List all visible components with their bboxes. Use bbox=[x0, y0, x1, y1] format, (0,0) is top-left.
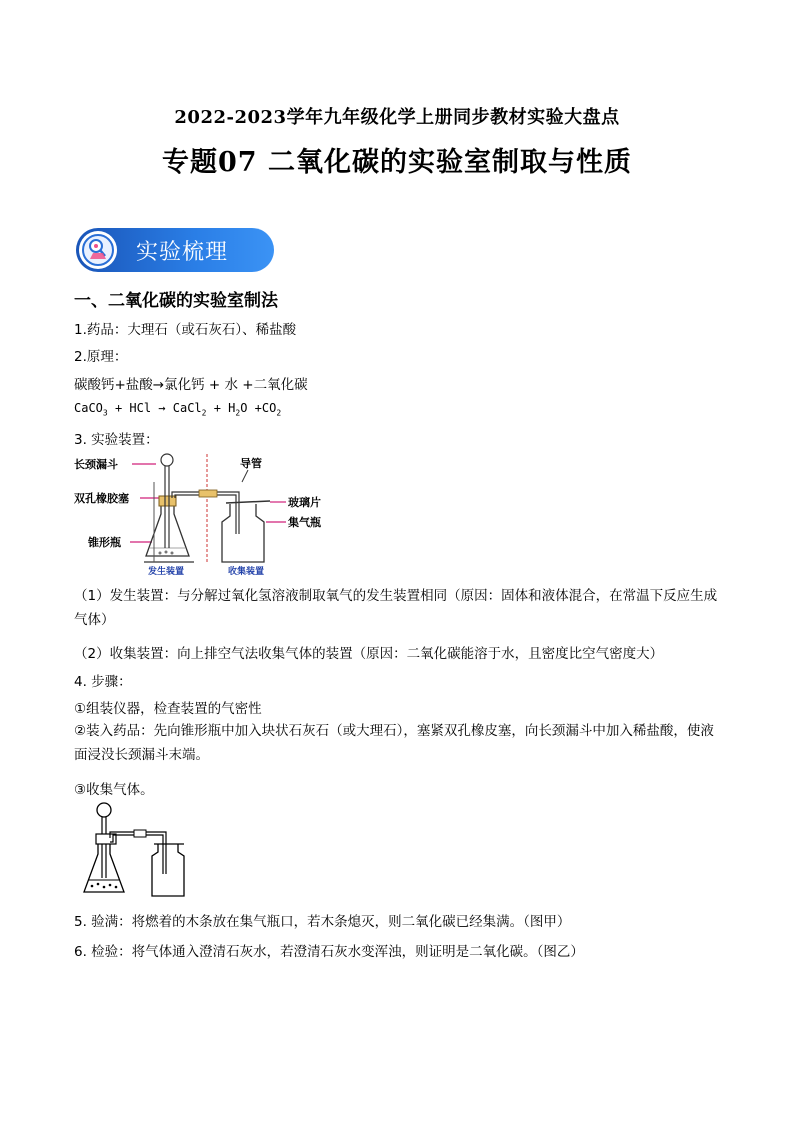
step-3: ③收集气体。 bbox=[74, 782, 154, 798]
principle-label: 2.原理： bbox=[74, 349, 128, 365]
label-tube: 导管 bbox=[240, 457, 262, 470]
step-1: ①组装仪器，检查装置的气密性 bbox=[74, 701, 262, 717]
test-text: 6. 检验：将气体通入澄清石灰水，若澄清石灰水变浑浊，则证明是二氧化碳。（图乙） bbox=[74, 944, 584, 960]
steps-label: 4. 步骤： bbox=[74, 674, 132, 690]
label-gen: 发生装置 bbox=[148, 567, 185, 577]
chemical-equation: CaCO$_3$ + HCl → CaCl$_2$ + $H_2O +CO_2$ bbox=[74, 401, 282, 418]
label-stopper: 双孔橡胶塞 bbox=[74, 492, 129, 505]
collection-diagram bbox=[80, 800, 200, 900]
drugs-line: 1.药品：大理石（或石灰石）、稀盐酸 bbox=[74, 322, 297, 338]
flask-magnifier-icon bbox=[79, 231, 117, 269]
apparatus-label: 3. 实验装置： bbox=[74, 432, 159, 448]
label-col: 收集装置 bbox=[228, 567, 265, 577]
label-funnel: 长颈漏斗 bbox=[74, 458, 118, 471]
check-full-text: 5. 验满：将燃着的木条放在集气瓶口，若木条熄灭，则二氧化碳已经集满。（图甲） bbox=[74, 914, 571, 930]
word-equation: 碳酸钙+盐酸→氯化钙 + 水 +二氧化碳 bbox=[74, 377, 308, 393]
document-subtitle: 2022-2023学年九年级化学上册同步教材实验大盘点 bbox=[174, 107, 620, 128]
collect-device-text: （2）收集装置：向上排空气法收集气体的装置（原因：二氧化碳能溶于水，且密度比空气密度大） bbox=[74, 646, 664, 662]
label-flask: 锥形瓶 bbox=[88, 536, 121, 549]
label-bottle: 集气瓶 bbox=[288, 516, 321, 529]
document-title: 专题07 二氧化碳的实验室制取与性质 bbox=[162, 147, 632, 178]
apparatus-diagram bbox=[74, 452, 364, 578]
gen-device-text: （1）发生装置：与分解过氧化氢溶液制取氧气的发生装置相同（原因：固体和液体混合，在常温下反应生成气体） bbox=[74, 588, 718, 628]
section-heading: 一、二氧化碳的实验室制法 bbox=[74, 291, 278, 311]
section-badge bbox=[76, 228, 274, 272]
badge-label: 实验梳理 bbox=[136, 240, 229, 265]
step-2: ②装入药品：先向锥形瓶中加入块状石灰石（或大理石），塞紧双孔橡皮塞，向长颈漏斗中加入稀盐酸，使液面浸没长颈漏斗末端。 bbox=[74, 723, 714, 763]
label-glass: 玻璃片 bbox=[288, 496, 321, 509]
